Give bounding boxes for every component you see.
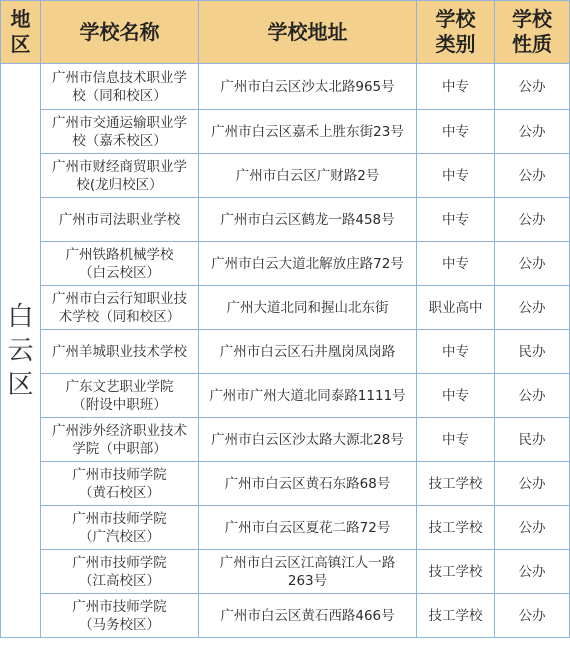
district-cell: 白 云 区 [1,64,41,638]
school-type-cell: 中专 [417,154,495,198]
school-address-cell: 广州市白云区黄石东路68号 [199,462,417,506]
school-name-cell: 广东文艺职业学院 （附设中职班） [41,374,199,418]
table-row [1,154,570,198]
school-type-cell: 技工学校 [417,550,495,594]
table-row [1,550,570,594]
school-address-cell: 广州市白云区黄石西路466号 [199,594,417,638]
table-row [1,374,570,418]
school-nature-cell: 公办 [495,550,570,594]
school-nature-cell: 公办 [495,462,570,506]
school-name-cell: 广州市技师学院 （马务校区） [41,594,199,638]
header-district: 地 区 [1,1,41,64]
school-nature-cell: 公办 [495,374,570,418]
school-name-cell: 广州羊城职业技术学校 [41,330,199,374]
school-address-cell: 广州大道北同和握山北东街 [199,286,417,330]
header-nature: 学校 性质 [495,1,570,64]
school-name-cell: 广州涉外经济职业技术 学院（中职部） [41,418,199,462]
school-address-cell: 广州市白云区石井凰岗凤岗路 [199,330,417,374]
school-name-cell: 广州市技师学院 （广汽校区） [41,506,199,550]
school-nature-cell: 公办 [495,198,570,242]
table-row [1,594,570,638]
school-name-cell: 广州市财经商贸职业学 校(龙归校区） [41,154,199,198]
school-name-cell: 广州市信息技术职业学 校（同和校区） [41,64,199,110]
school-address-cell: 广州市白云大道北解放庄路72号 [199,242,417,286]
school-name-cell: 广州市交通运输职业学 校（嘉禾校区） [41,110,199,154]
school-nature-cell: 民办 [495,330,570,374]
school-address-cell: 广州市白云区夏花二路72号 [199,506,417,550]
table-row [1,330,570,374]
school-type-cell: 中专 [417,418,495,462]
school-name-cell: 广州市技师学院 （黄石校区） [41,462,199,506]
school-nature-cell: 公办 [495,506,570,550]
school-type-cell: 中专 [417,374,495,418]
table-row [1,286,570,330]
school-name-cell: 广州市司法职业学校 [41,198,199,242]
school-address-cell: 广州市白云区江高镇江人一路 263号 [199,550,417,594]
school-address-cell: 广州市白云区广财路2号 [199,154,417,198]
school-address-cell: 广州市广州大道北同泰路1111号 [199,374,417,418]
school-type-cell: 中专 [417,198,495,242]
table-row [1,418,570,462]
table-row [1,64,570,110]
school-name-cell: 广州铁路机械学校 （白云校区） [41,242,199,286]
school-type-cell: 技工学校 [417,462,495,506]
school-type-cell: 中专 [417,64,495,110]
school-nature-cell: 公办 [495,594,570,638]
school-type-cell: 职业高中 [417,286,495,330]
school-type-cell: 中专 [417,242,495,286]
table-row [1,506,570,550]
school-nature-cell: 民办 [495,418,570,462]
school-nature-cell: 公办 [495,64,570,110]
table-row [1,242,570,286]
table-row [1,110,570,154]
school-nature-cell: 公办 [495,286,570,330]
header-name: 学校名称 [41,1,199,64]
school-name-cell: 广州市技师学院 （江高校区） [41,550,199,594]
school-nature-cell: 公办 [495,242,570,286]
header-address: 学校地址 [199,1,417,64]
school-name-cell: 广州市白云行知职业技 术学校（同和校区） [41,286,199,330]
school-type-cell: 技工学校 [417,594,495,638]
school-address-cell: 广州市白云区嘉禾上胜东街23号 [199,110,417,154]
school-address-cell: 广州市白云区沙太路大源北28号 [199,418,417,462]
school-type-cell: 技工学校 [417,506,495,550]
table-row [1,462,570,506]
header-row [1,1,570,64]
school-nature-cell: 公办 [495,154,570,198]
school-address-cell: 广州市白云区沙太北路965号 [199,64,417,110]
header-type: 学校 类别 [417,1,495,64]
school-nature-cell: 公办 [495,110,570,154]
school-address-cell: 广州市白云区鹤龙一路458号 [199,198,417,242]
school-type-cell: 中专 [417,110,495,154]
table-row [1,198,570,242]
school-type-cell: 中专 [417,330,495,374]
